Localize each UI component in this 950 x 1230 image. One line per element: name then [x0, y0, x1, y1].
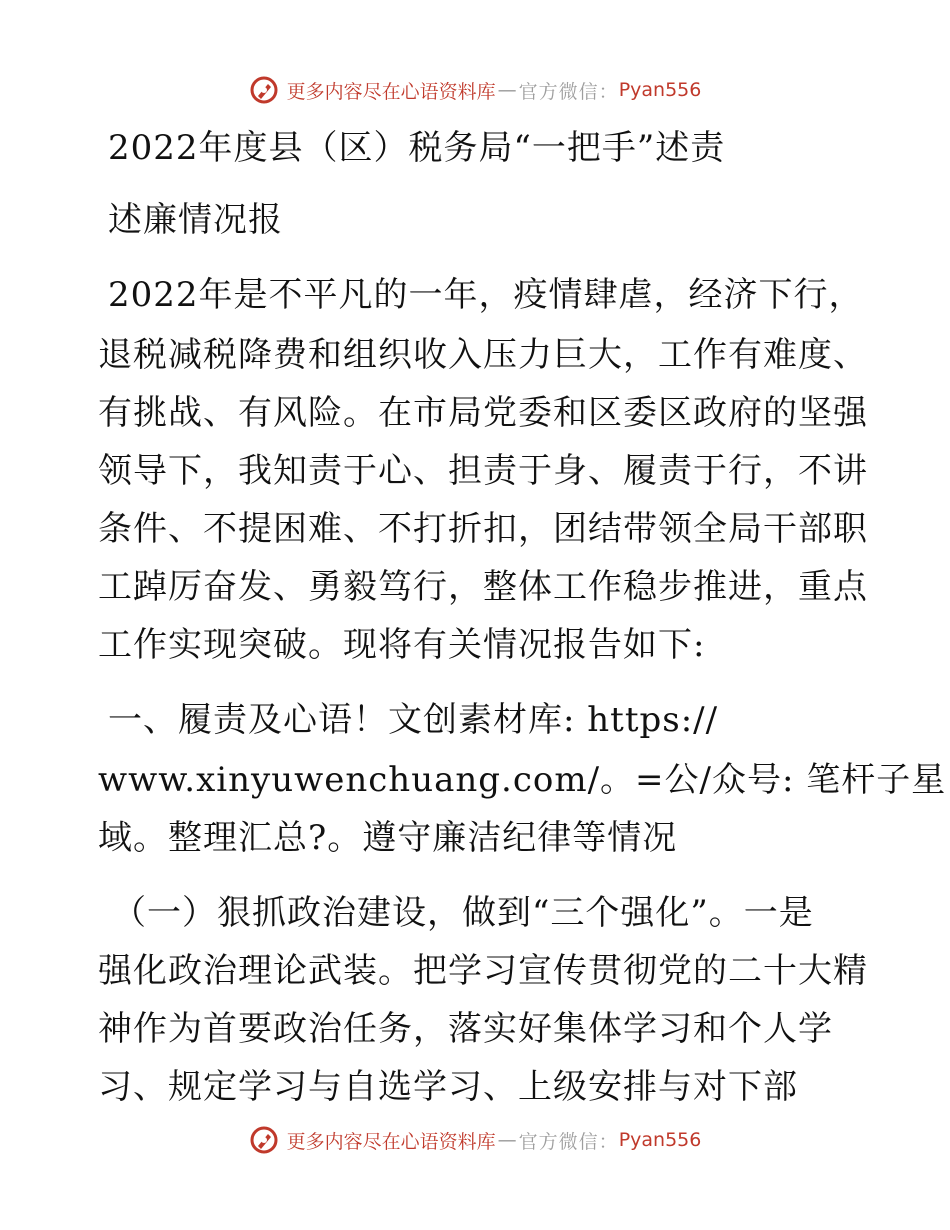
watermark-separator: — — [497, 1129, 517, 1151]
intro-line: 领导下，我知责于心、担责于身、履责于行，不讲 — [98, 451, 868, 491]
watermark-official-label: 官方微信： — [518, 80, 619, 103]
footer-watermark — [0, 1120, 950, 1160]
pen-circle-logo-icon — [249, 75, 279, 105]
subsection-line: （一）狠抓政治建设，做到“三个强化”。一是 — [112, 893, 814, 933]
intro-line: 退税减税降费和组织收入压力巨大，工作有难度、 — [98, 335, 868, 375]
watermark-official-label: 官方微信： — [518, 1130, 619, 1153]
watermark-brand: 更多内容尽在心语资料库 — [286, 1130, 496, 1153]
watermark-separator: — — [497, 79, 517, 101]
header-watermark — [0, 70, 950, 110]
subsection-line: 神作为首要政治任务，落实好集体学习和个人学 — [98, 1009, 833, 1049]
intro-line: 2022年是不平凡的一年，疫情肆虐，经济下行， — [108, 275, 864, 315]
watermark-wechat-id: Pyan556 — [618, 79, 702, 101]
section-heading-line: 一、履责及心语！文创素材库: https:// — [108, 700, 719, 740]
intro-line: 工作实现突破。现将有关情况报告如下: — [98, 625, 706, 665]
subsection-line: 强化政治理论武装。把学习宣传贯彻党的二十大精 — [98, 951, 868, 991]
intro-line: 工踔厉奋发、勇毅笃行，整体工作稳步推进，重点 — [98, 567, 868, 607]
watermark-brand: 更多内容尽在心语资料库 — [286, 80, 496, 103]
subsection-line: 习、规定学习与自选学习、上级安排与对下部 — [98, 1067, 798, 1107]
document-title-line-2: 述廉情况报 — [108, 200, 283, 240]
intro-line: 有挑战、有风险。在市局党委和区委区政府的坚强 — [98, 393, 868, 433]
intro-line: 条件、不提困难、不打折扣，团结带领全局干部职 — [98, 509, 868, 549]
document-title-line-1: 2022年度县（区）税务局“一把手”述责 — [108, 128, 726, 168]
pen-circle-logo-icon — [249, 1125, 279, 1155]
section-heading-line: 域。整理汇总?。遵守廉洁纪律等情况 — [98, 818, 678, 858]
watermark-wechat-id: Pyan556 — [618, 1129, 702, 1151]
section-heading-line: www.xinyuwenchuang.com/。=公/众号: 笔杆子星 — [98, 760, 947, 800]
